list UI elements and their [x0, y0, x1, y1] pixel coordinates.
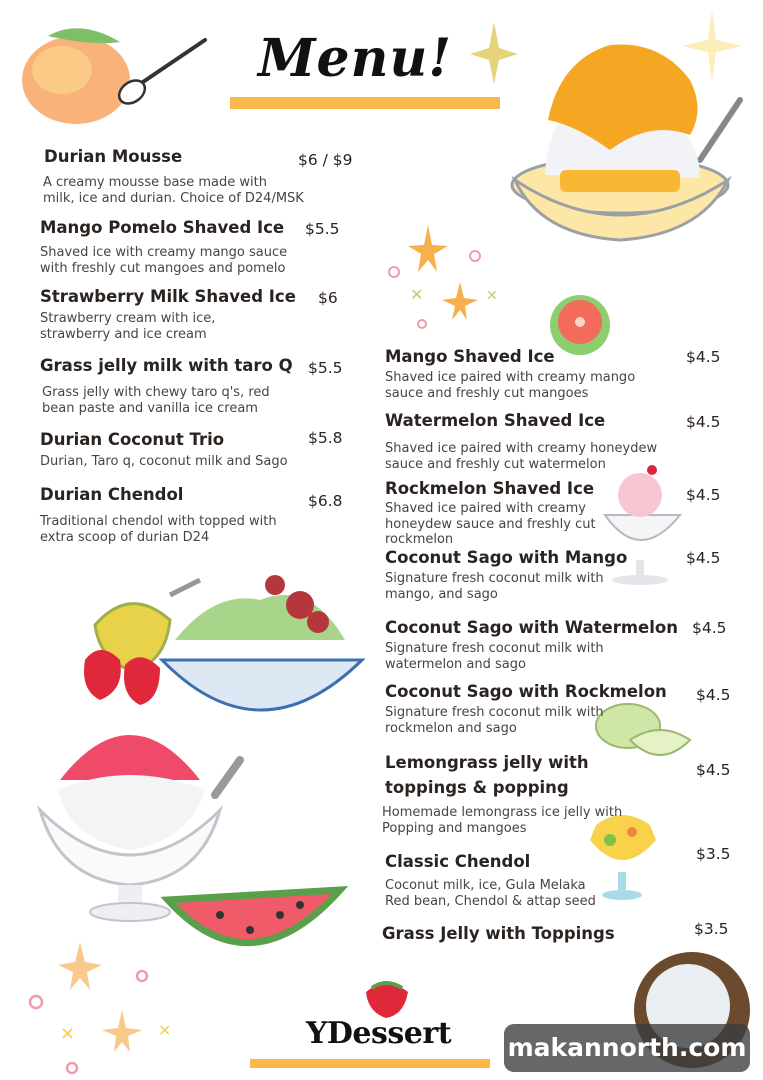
menu-item-name: Mango Shaved Ice — [385, 347, 555, 366]
menu-item-desc: Signature fresh coconut milk with rockmelon and sago — [385, 705, 604, 736]
brand-logo: YDessert — [306, 1016, 452, 1051]
svg-text:✕: ✕ — [60, 1024, 76, 1045]
title-underline — [230, 97, 500, 109]
watermark: makannorth.com — [504, 1024, 750, 1072]
menu-item-desc: Signature fresh coconut milk with mango, and sago — [385, 571, 604, 602]
menu-item-name: Coconut Sago with Watermelon — [385, 618, 678, 637]
menu-item-name: Lemongrass jelly with toppings & popping — [385, 753, 589, 797]
menu-item-name: Rockmelon Shaved Ice — [385, 479, 595, 498]
menu-item-name: Strawberry Milk Shaved Ice — [40, 287, 296, 306]
menu-item-price: $4.5 — [696, 686, 731, 704]
grapefruit-icon — [550, 295, 610, 355]
menu-item-desc: Shaved ice with creamy mango sauce with freshly cut mangoes and pomelo — [40, 245, 288, 276]
menu-item-price: $6.8 — [308, 492, 343, 510]
menu-item-price: $4.5 — [686, 486, 721, 504]
svg-text:✕: ✕ — [410, 285, 424, 304]
menu-item-desc: Durian, Taro q, coconut milk and Sago — [40, 454, 288, 469]
strawberry-icon — [366, 984, 408, 1019]
menu-item-price: $3.5 — [694, 920, 729, 938]
menu-item-price: $4.5 — [686, 348, 721, 366]
menu-item-name: Watermelon Shaved Ice — [385, 411, 606, 430]
menu-item-name: Coconut Sago with Rockmelon — [385, 682, 667, 701]
menu-item-name: Grass Jelly with Toppings — [382, 924, 615, 943]
svg-text:✕: ✕ — [486, 288, 498, 304]
menu-item-name: Durian Mousse — [44, 147, 183, 166]
menu-item-price: $4.5 — [686, 549, 721, 567]
menu-item-desc: Traditional chendol with topped with extra scoop of durian D24 — [40, 514, 277, 545]
menu-item-name: Mango Pomelo Shaved Ice — [40, 218, 285, 237]
confetti-icon — [30, 942, 171, 1073]
mango-shaved-ice-icon — [512, 44, 740, 240]
confetti-icon — [389, 225, 498, 328]
menu-item-name: Classic Chendol — [385, 852, 531, 871]
menu-item-desc: Coconut milk, ice, Gula Melaka Red bean, Chendol & attap seed — [385, 878, 596, 909]
menu-item-price: $5.5 — [308, 359, 343, 377]
menu-item-desc: Grass jelly with chewy taro q's, red bean paste and vanilla ice cream — [42, 385, 270, 416]
menu-item-desc: Shaved ice paired with creamy honeydew sauce and freshly cut watermelon — [385, 441, 658, 472]
menu-item-desc: Shaved ice paired with creamy mango sauce and freshly cut mangoes — [385, 370, 636, 401]
footer-underline — [250, 1059, 490, 1068]
sundae-icon — [605, 465, 680, 585]
desserts-illustration-icon — [40, 575, 362, 943]
page-title: Menu! — [258, 28, 453, 89]
menu-item-desc: Shaved ice paired with creamy honeydew sauce and freshly cut rockmelon — [385, 501, 596, 547]
honeydew-icon — [596, 704, 690, 755]
menu-item-price: $6 — [318, 289, 338, 307]
menu-item-desc: A creamy mousse base made with milk, ice and durian. Choice of D24/MSK — [43, 175, 304, 206]
peach-icon — [22, 28, 130, 124]
menu-item-price: $5.5 — [305, 220, 340, 238]
menu-item-price: $4.5 — [686, 413, 721, 431]
menu-item-name: Durian Coconut Trio — [40, 430, 225, 449]
sparkle-icon — [470, 22, 518, 84]
menu-item-price: $6 / $9 — [298, 151, 353, 169]
menu-item-desc: Strawberry cream with ice, strawberry and ice cream — [40, 311, 216, 342]
menu-item-name: Grass jelly milk with taro Q — [40, 356, 293, 375]
menu-item-price: $4.5 — [692, 619, 727, 637]
menu-item-price: $5.8 — [308, 429, 343, 447]
sparkle-icon — [682, 10, 742, 82]
menu-item-desc: Homemade lemongrass ice jelly with Popping and mangoes — [382, 805, 623, 836]
menu-item-price: $4.5 — [696, 761, 731, 779]
menu-item-price: $3.5 — [696, 845, 731, 863]
menu-item-name: Coconut Sago with Mango — [385, 548, 628, 567]
menu-item-name: Durian Chendol — [40, 485, 184, 504]
menu-item-desc: Signature fresh coconut milk with watermelon and sago — [385, 641, 604, 672]
svg-text:✕: ✕ — [158, 1021, 172, 1040]
